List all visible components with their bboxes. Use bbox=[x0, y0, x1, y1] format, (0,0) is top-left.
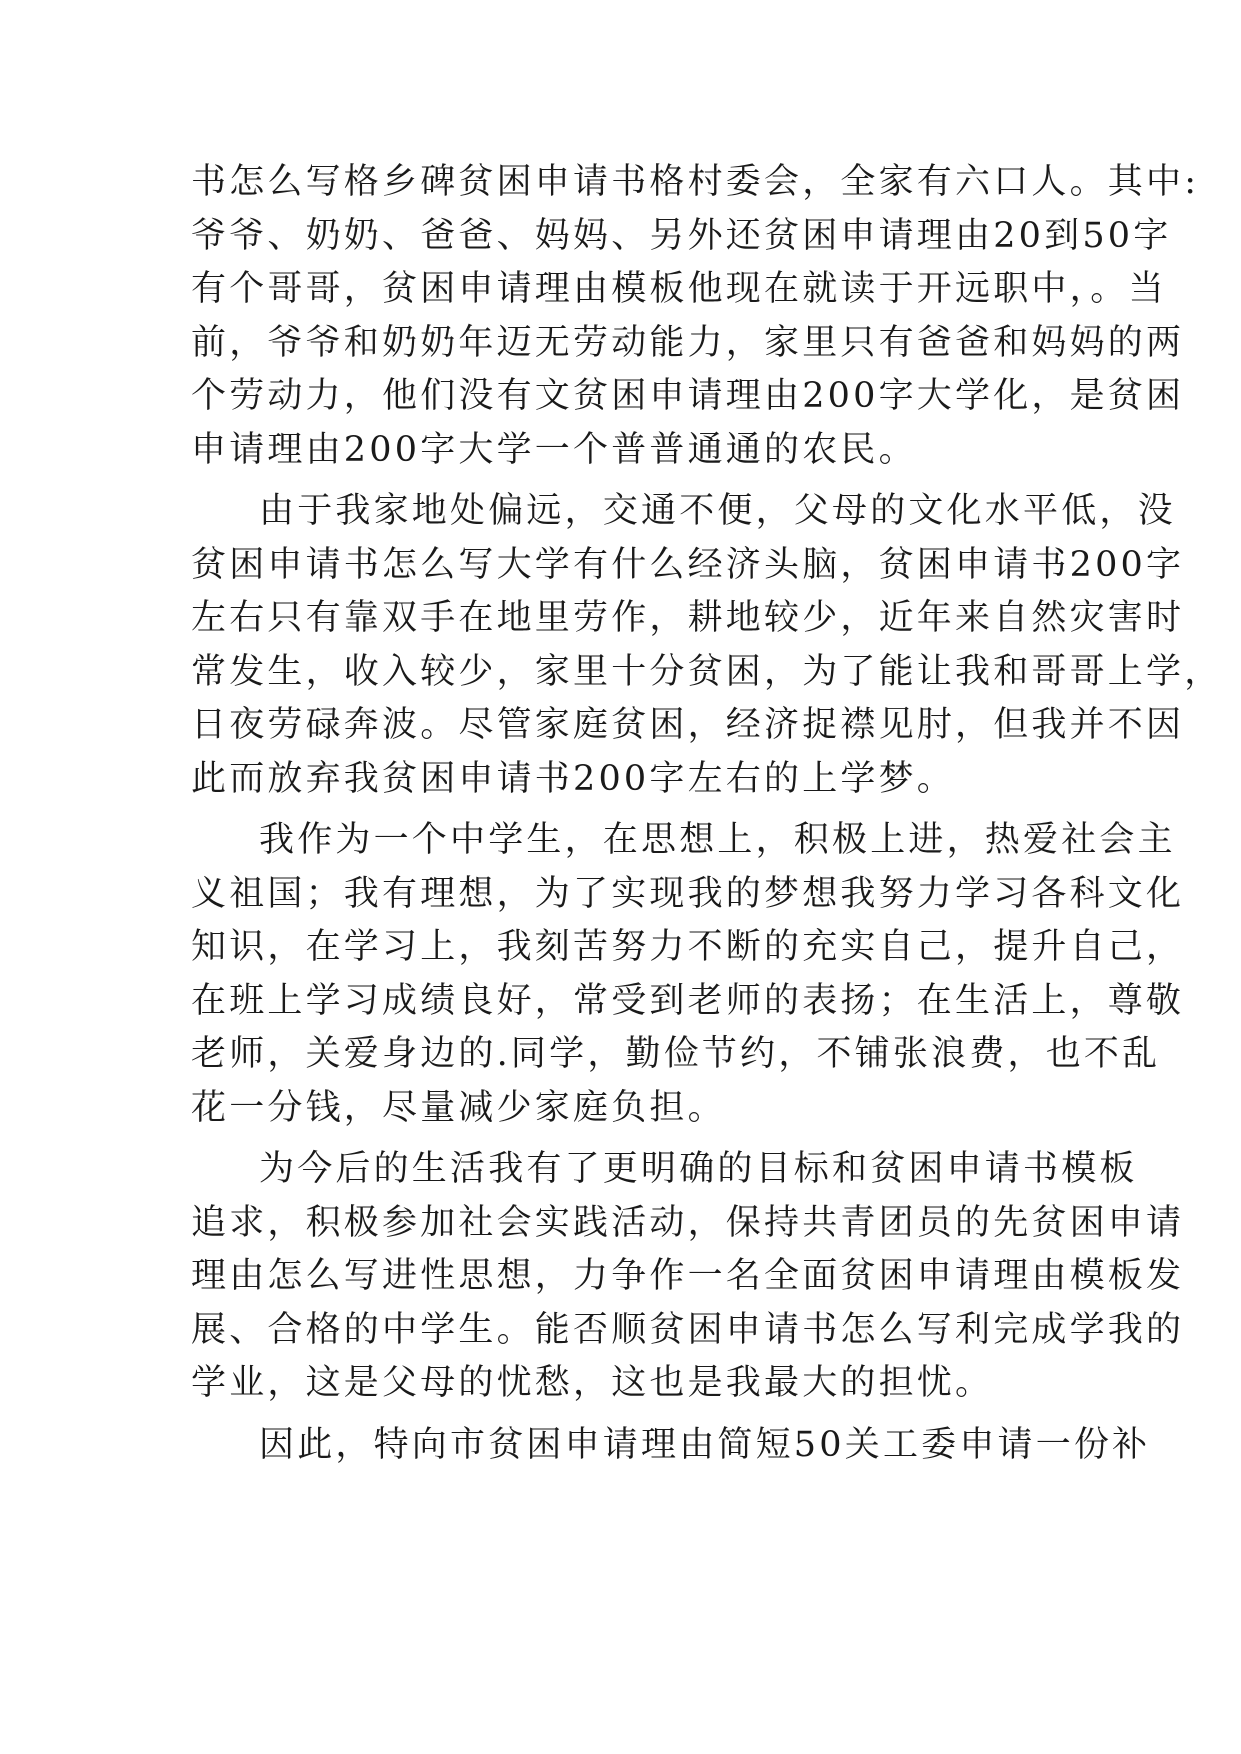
text-line: 义祖国；我有理想，为了实现我的梦想我努力学习各科文化 bbox=[191, 873, 1185, 914]
text-line: 日夜劳碌奔波。尽管家庭贫困，经济捉襟见肘，但我并不因 bbox=[191, 705, 1185, 745]
text-line: 此而放弃我贫困申请书200字左右的上学梦。 bbox=[191, 758, 956, 799]
text-line: 追求，积极参加社会实践活动，保持共青团员的先贫困申请 bbox=[191, 1202, 1185, 1243]
text-line: 书怎么写格乡碑贫困申请书格村委会，全家有六口人。其中: bbox=[191, 162, 1200, 202]
text-line: 学业，这是父母的忧愁，这也是我最大的担忧。 bbox=[191, 1363, 994, 1403]
text-line: 贫困申请书怎么写大学有什么经济头脑，贫困申请书200字 bbox=[191, 544, 1185, 585]
text-line: 因此，特向市贫困申请理由简短50关工委申请一份补 bbox=[259, 1424, 1151, 1465]
text-line: 常发生，收入较少，家里十分贫困，为了能让我和哥哥上学， bbox=[191, 651, 1223, 692]
text-line: 知识，在学习上，我刻苦努力不断的充实自己，提升自己， bbox=[191, 927, 1185, 967]
text-line: 个劳动力，他们没有文贫困申请理由200字大学化，是贫困 bbox=[191, 376, 1185, 416]
text-line: 理由怎么写进性思想，力争作一名全面贫困申请理由模板发 bbox=[191, 1256, 1185, 1296]
paragraph-2 bbox=[191, 485, 1223, 806]
text-line: 展、合格的中学生。能否顺贫困申请书怎么写利完成学我的 bbox=[191, 1309, 1185, 1350]
paragraph-5 bbox=[191, 1419, 1151, 1473]
paragraph-4 bbox=[191, 1143, 1185, 1411]
text-line: 申请理由200字大学一个普普通通的农民。 bbox=[191, 429, 917, 470]
text-line: 老师，关爱身边的.同学，勤俭节约，不铺张浪费，也不乱 bbox=[191, 1034, 1161, 1074]
text-line: 前，爷爷和奶奶年迈无劳动能力，家里只有爸爸和妈妈的两 bbox=[191, 322, 1185, 363]
paragraph-1 bbox=[191, 156, 1200, 477]
text-line: 有个哥哥，贫困申请理由模板他现在就读于开远职中，。当 bbox=[191, 269, 1167, 309]
text-line: 花一分钱，尽量减少家庭负担。 bbox=[191, 1087, 726, 1128]
text-line: 左右只有靠双手在地里劳作，耕地较少，近年来自然灾害时 bbox=[191, 598, 1185, 638]
paragraph-3 bbox=[191, 814, 1185, 1135]
body-text bbox=[191, 156, 1223, 1472]
text-line: 在班上学习成绩良好，常受到老师的表扬；在生活上，尊敬 bbox=[191, 980, 1185, 1021]
text-line: 由于我家地处偏远，交通不便，父母的文化水平低，没 bbox=[259, 491, 1176, 531]
text-line: 爷爷、奶奶、爸爸、妈妈、另外还贫困申请理由20到50字 bbox=[191, 215, 1172, 256]
text-line: 我作为一个中学生，在思想上，积极上进，热爱社会主 bbox=[259, 820, 1176, 860]
text-line: 为今后的生活我有了更明确的目标和贫困申请书模板 bbox=[259, 1149, 1138, 1189]
